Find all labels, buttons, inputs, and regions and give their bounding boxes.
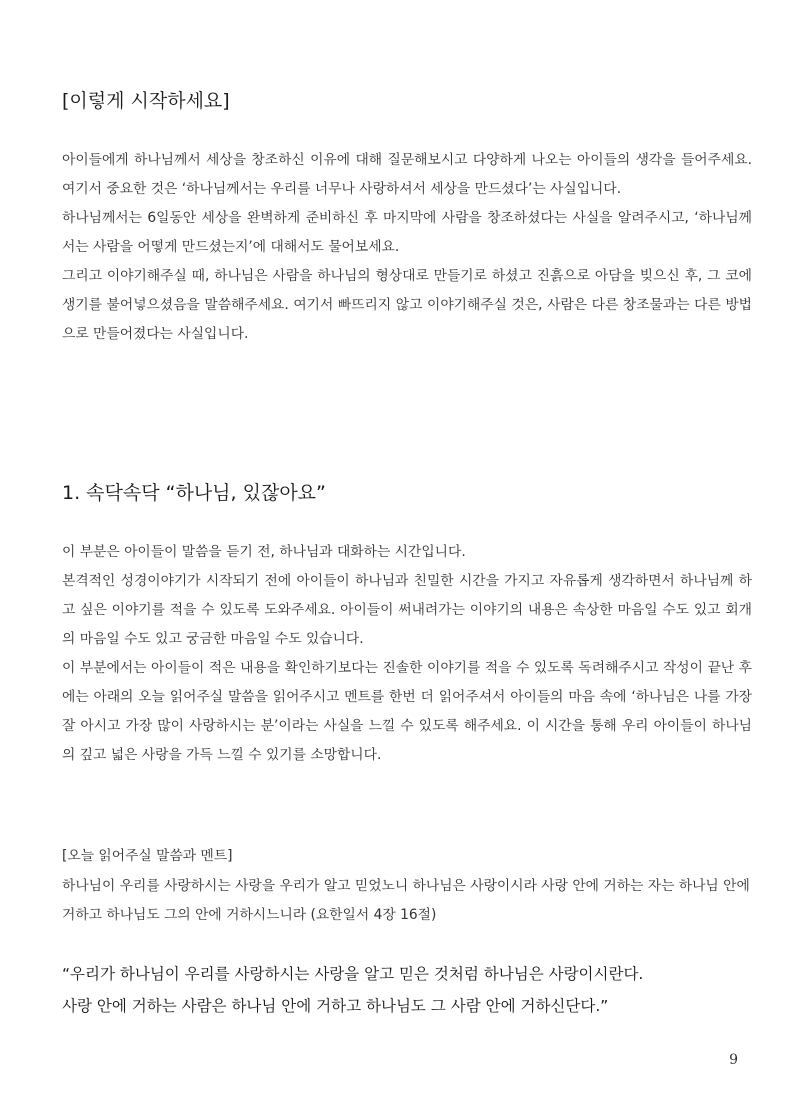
quote-line: 사랑 안에 거하는 사람은 하나님 안에 거하고 하나님도 그 사람 안에 거하신단다.” xyxy=(62,997,609,1015)
whisper-body xyxy=(62,538,752,770)
section-heading-whisper: 1. 속닥속닥 “하나님, 있잖아요” xyxy=(62,482,326,504)
section-heading-start: [이렇게 시작하세요] xyxy=(62,90,230,112)
verse-text: 하나님이 우리를 사랑하시는 사랑을 우리가 알고 믿었노니 하나님은 사랑이시라 사랑 안에 거하는 자는 하나님 안에 거하고 하나님도 그의 안에 거하시느니라 (요한일서 4장 16절) xyxy=(62,878,750,923)
body-paragraph: 아이들에게 하나님께서 세상을 창조하신 이유에 대해 질문해보시고 다양하게 나오는 아이들의 생각을 들어주세요. 여기서 중요한 것은 ‘하나님께서는 우리를 너무나 사랑하셔서 세상을 만드셨다’는 사실입니다. xyxy=(62,152,752,197)
quote-line: “우리가 하나님이 우리를 사랑하시는 사랑을 알고 믿은 것처럼 하나님은 사랑이시란다. xyxy=(62,965,644,983)
verse-label: [오늘 읽어주실 말씀과 멘트] xyxy=(62,848,233,864)
body-paragraph: 하나님께서는 6일동안 세상을 완벽하게 준비하신 후 마지막에 사람을 창조하셨다는 사실을 알려주시고, ‘하나님께서는 사람을 어떻게 만드셨는지’에 대해서도 물어보세요. xyxy=(62,210,752,255)
intro-body xyxy=(62,146,752,349)
body-paragraph: 이 부분에서는 아이들이 적은 내용을 확인하기보다는 진솔한 이야기를 적을 수 있도록 독려해주시고 작성이 끝난 후에는 아래의 오늘 읽어주실 말씀을 읽어주시고 멘트를 한번 더 읽어주셔서 아이들의 마음 속에 ‘하나님은 나를 가장 잘 아시고 가장 많이 사랑하시는 분’이라는 사실을 느낄 수 있도록 해주세요. 이 시간을 통해 우리 아이들이 하나님의 깊고 넓은 사랑을 가득 느낄 수 있기를 소망합니다. xyxy=(62,660,752,763)
body-paragraph: 그리고 이야기해주실 때, 하나님은 사람을 하나님의 형상대로 만들기로 하셨고 진흙으로 아담을 빚으신 후, 그 코에 생기를 불어넣으셨음을 말씀해주세요. 여기서 빠뜨리지 않고 이야기해주실 것은, 사람은 다른 창조물과는 다른 방법으로 만들어졌다는 사실입니다. xyxy=(62,268,752,342)
body-paragraph: 이 부분은 아이들이 말씀을 듣기 전, 하나님과 대화하는 시간입니다. xyxy=(62,544,466,560)
page-number: 9 xyxy=(729,1052,738,1068)
body-paragraph: 본격적인 성경이야기가 시작되기 전에 아이들이 하나님과 친밀한 시간을 가지고 자유롭게 생각하면서 하나님께 하고 싶은 이야기를 적을 수 있도록 도와주세요. 아이들이 써내려가는 이야기의 내용은 속상한 마음일 수도 있고 회개의 마음일 수도 있고 궁금한 마음일 수도 있습니다. xyxy=(62,573,752,647)
memory-quote xyxy=(62,958,762,1022)
